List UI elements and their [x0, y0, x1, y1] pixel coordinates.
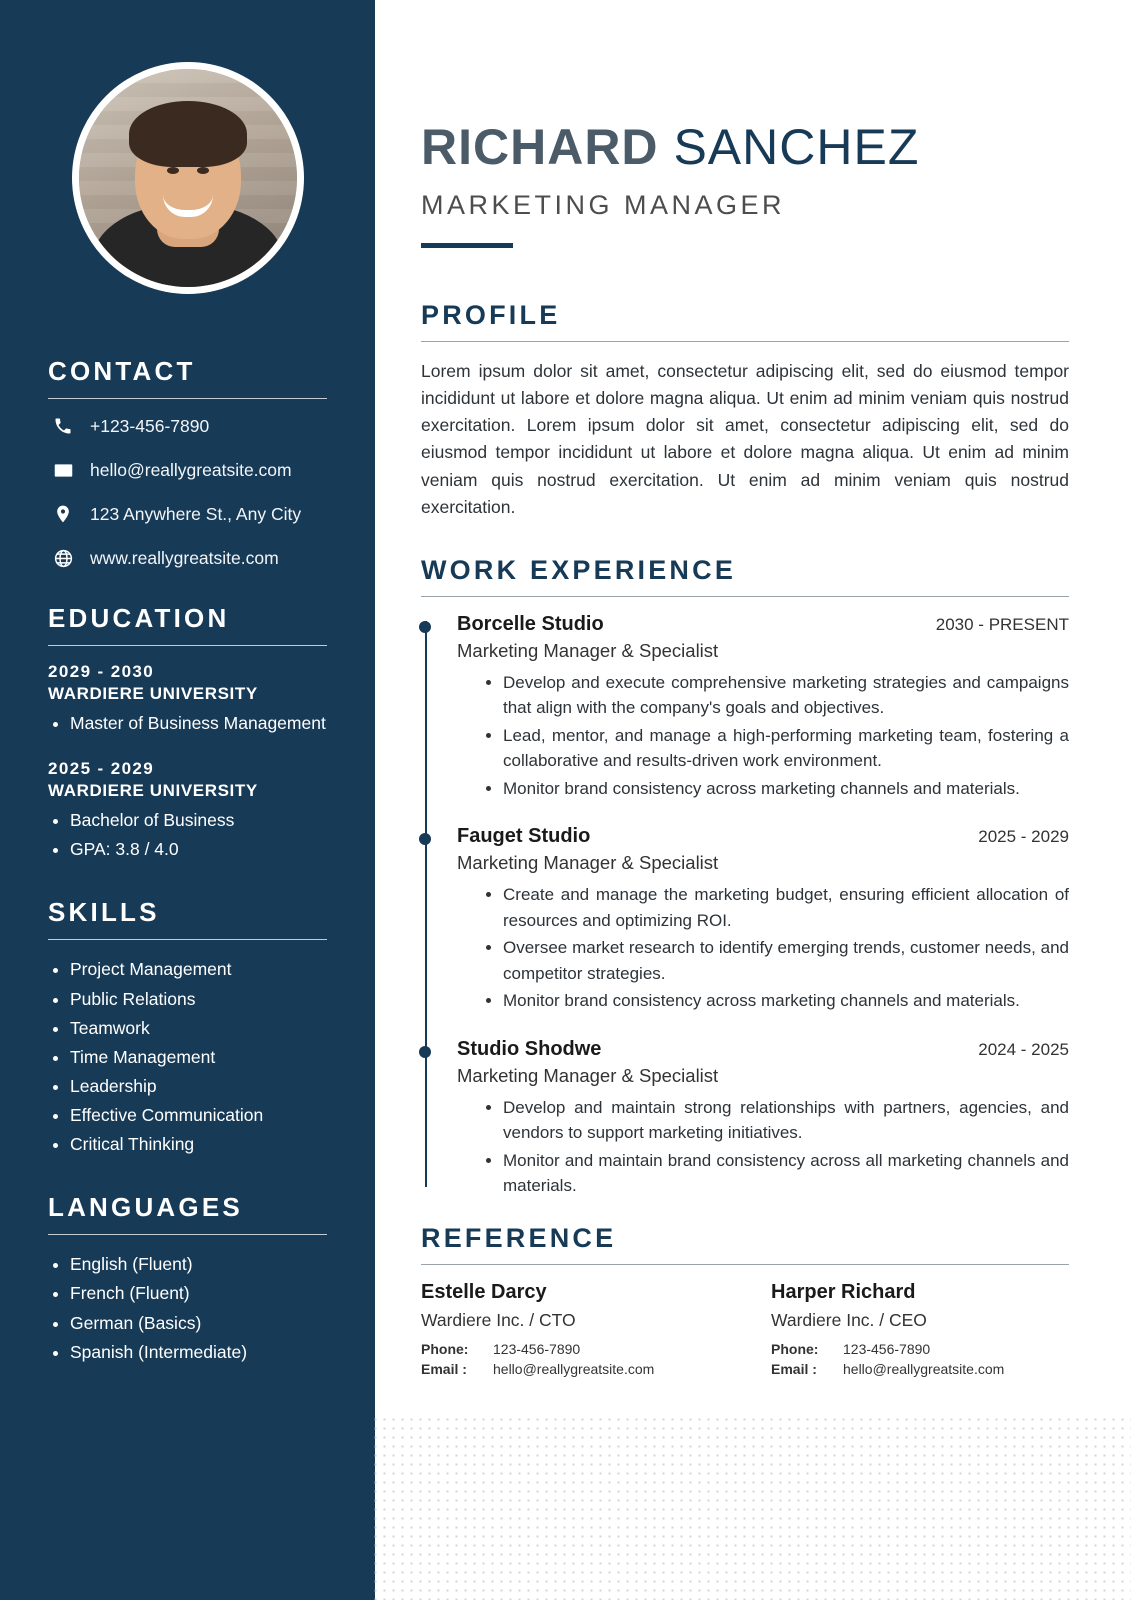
education-school: WARDIERE UNIVERSITY: [48, 684, 258, 703]
experience-role: Marketing Manager & Specialist: [457, 852, 719, 874]
timeline-dot-icon: [419, 1046, 431, 1058]
skills-title: SKILLS: [48, 897, 160, 928]
work-experience-title: WORK EXPERIENCE: [421, 554, 737, 585]
contact-item-email[interactable]: [52, 459, 327, 481]
experience-item: [457, 1038, 1069, 1199]
contact-value: hello@reallygreatsite.com: [90, 459, 292, 480]
job-title: MARKETING MANAGER: [421, 190, 786, 220]
list-item: • Develop and maintain strong relationships with partners, agencies, and vendors to support marketing initiatives.: [503, 1095, 1069, 1146]
contact-item-website[interactable]: [52, 547, 327, 569]
list-item: • Spanish (Intermediate): [70, 1339, 327, 1366]
skills-list: [48, 956, 327, 1158]
list-item: • Project Management: [70, 956, 327, 983]
globe-icon: [52, 547, 74, 569]
reference-email: hello@reallygreatsite.com: [843, 1360, 1005, 1377]
list-item: • Public Relations: [70, 986, 327, 1013]
email-label: Email :: [421, 1360, 467, 1377]
profile-text: Lorem ipsum dolor sit amet, consectetur adipiscing elit, sed do eiusmod tempor incididunt ut labore et dolore magna aliqua. Ut enim ad minim veniam quis nostrud exercitation. Lorem ipsum dolor sit amet, consectetur adipiscing elit, sed do eiusmod tempor incididunt ut labore et dolore magna aliqua. Ut enim ad minim veniam quis nostrud exercitation. Ut enim ad minim veniam quis nostrud exercitation.: [421, 361, 1069, 517]
contact-list: [48, 415, 327, 569]
contact-item-phone[interactable]: [52, 415, 327, 437]
list-item: • Oversee market research to identify emerging trends, customer needs, and competitor strategies.: [503, 935, 1069, 986]
list-item: • Create and manage the marketing budget, ensuring efficient allocation of resources and optimizing ROI.: [503, 882, 1069, 933]
divider: [421, 341, 1069, 342]
reference-phone: 123-456-7890: [843, 1340, 931, 1357]
experience-role: Marketing Manager & Specialist: [457, 639, 719, 661]
list-item: • French (Fluent): [70, 1280, 327, 1307]
profile-section: [421, 300, 1069, 521]
sidebar: [0, 0, 375, 1600]
list-item: • Monitor brand consistency across marketing channels and materials.: [503, 988, 1069, 1014]
experience-bullets: [457, 1095, 1069, 1199]
reference-phone: 123-456-7890: [493, 1340, 581, 1357]
education-years: 2025 - 2029: [48, 759, 155, 779]
divider: [421, 1264, 1069, 1265]
list-item: • Monitor brand consistency across marketing channels and materials.: [503, 776, 1069, 802]
divider: [421, 596, 1069, 597]
list-item: • Monitor and maintain brand consistency across all marketing channels and materials.: [503, 1148, 1069, 1199]
list-item: • Effective Communication: [70, 1102, 327, 1129]
reference-email-row: [771, 1361, 1069, 1377]
email-label: Email :: [771, 1360, 817, 1377]
education-years: 2029 - 2030: [48, 662, 155, 681]
list-item: • Lead, mentor, and manage a high-performing marketing team, fostering a collaborative and results-driven work environment.: [503, 723, 1069, 774]
reference-section: [421, 1223, 1069, 1381]
phone-label: Phone:: [421, 1340, 469, 1357]
experience-company: Studio Shodwe: [457, 1037, 602, 1060]
list-item: • English (Fluent): [70, 1251, 327, 1278]
languages-list: [48, 1251, 327, 1366]
reference-card: [421, 1281, 719, 1381]
list-item: • Leadership: [70, 1073, 327, 1100]
languages-title: LANGUAGES: [48, 1192, 243, 1223]
experience-company: Borcelle Studio: [457, 612, 604, 635]
experience-timeline: [421, 613, 1069, 1199]
experience-dates: 2030 - PRESENT: [935, 614, 1069, 634]
list-item: • Time Management: [70, 1044, 327, 1071]
location-icon: [52, 503, 74, 525]
list-item: • Critical Thinking: [70, 1131, 327, 1158]
experience-dates: 2024 - 2025: [978, 1039, 1069, 1059]
contact-section: [0, 356, 375, 569]
reference-grid: [421, 1281, 1069, 1381]
phone-icon: [52, 415, 74, 437]
divider: [48, 939, 327, 940]
contact-item-address[interactable]: [52, 503, 327, 525]
list-item: • German (Basics): [70, 1310, 327, 1337]
phone-label: Phone:: [771, 1340, 819, 1357]
title-underline: [421, 243, 513, 248]
first-name: RICHARD: [421, 119, 659, 175]
contact-title: CONTACT: [48, 356, 196, 386]
list-item: • GPA: 3.8 / 4.0: [70, 836, 327, 863]
experience-role: Marketing Manager & Specialist: [457, 1064, 719, 1086]
education-entry: [48, 662, 327, 737]
experience-bullets: [457, 670, 1069, 802]
timeline-dot-icon: [419, 833, 431, 845]
divider: [48, 398, 327, 399]
experience-dates: 2025 - 2029: [978, 827, 1069, 847]
reference-title: REFERENCE: [421, 1222, 617, 1253]
reference-name: Harper Richard: [771, 1280, 916, 1303]
page-title: [421, 118, 1069, 176]
education-details: [48, 807, 327, 863]
reference-email-row: [421, 1361, 719, 1377]
education-details: [48, 710, 327, 737]
list-item: • Develop and execute comprehensive marketing strategies and campaigns that align with the company's goals and objectives.: [503, 670, 1069, 721]
education-title: EDUCATION: [48, 603, 230, 633]
education-school: WARDIERE UNIVERSITY: [48, 781, 258, 801]
timeline-dot-icon: [419, 621, 431, 633]
list-item: • Master of Business Management: [70, 710, 327, 737]
contact-value: www.reallygreatsite.com: [90, 547, 279, 568]
divider: [48, 645, 327, 646]
education-entry: [48, 759, 327, 863]
work-experience-section: [421, 555, 1069, 1199]
timeline-line: [425, 621, 427, 1187]
email-icon: [52, 459, 74, 481]
profile-title: PROFILE: [421, 300, 561, 330]
education-section: [0, 603, 375, 863]
divider: [48, 1234, 327, 1235]
avatar: [72, 62, 304, 294]
main-content: [375, 0, 1131, 1600]
reference-title-role: Wardiere Inc. / CTO: [421, 1309, 576, 1330]
portrait-photo: [79, 69, 297, 287]
reference-email: hello@reallygreatsite.com: [493, 1360, 655, 1377]
reference-name: Estelle Darcy: [421, 1280, 547, 1303]
experience-bullets: [457, 882, 1069, 1014]
skills-section: [0, 897, 375, 1158]
contact-value: 123 Anywhere St., Any City: [90, 503, 302, 524]
list-item: • Bachelor of Business: [70, 807, 327, 834]
experience-company: Fauget Studio: [457, 825, 591, 848]
languages-section: [0, 1192, 375, 1366]
reference-phone-row: [771, 1341, 1069, 1357]
experience-item: [457, 825, 1069, 1014]
list-item: • Teamwork: [70, 1015, 327, 1042]
reference-card: [771, 1281, 1069, 1381]
reference-title-role: Wardiere Inc. / CEO: [771, 1309, 927, 1330]
decorative-dots: [371, 1415, 1131, 1600]
contact-value: +123-456-7890: [90, 415, 210, 436]
reference-phone-row: [421, 1341, 719, 1357]
last-name: SANCHEZ: [673, 119, 920, 175]
experience-item: [457, 613, 1069, 802]
